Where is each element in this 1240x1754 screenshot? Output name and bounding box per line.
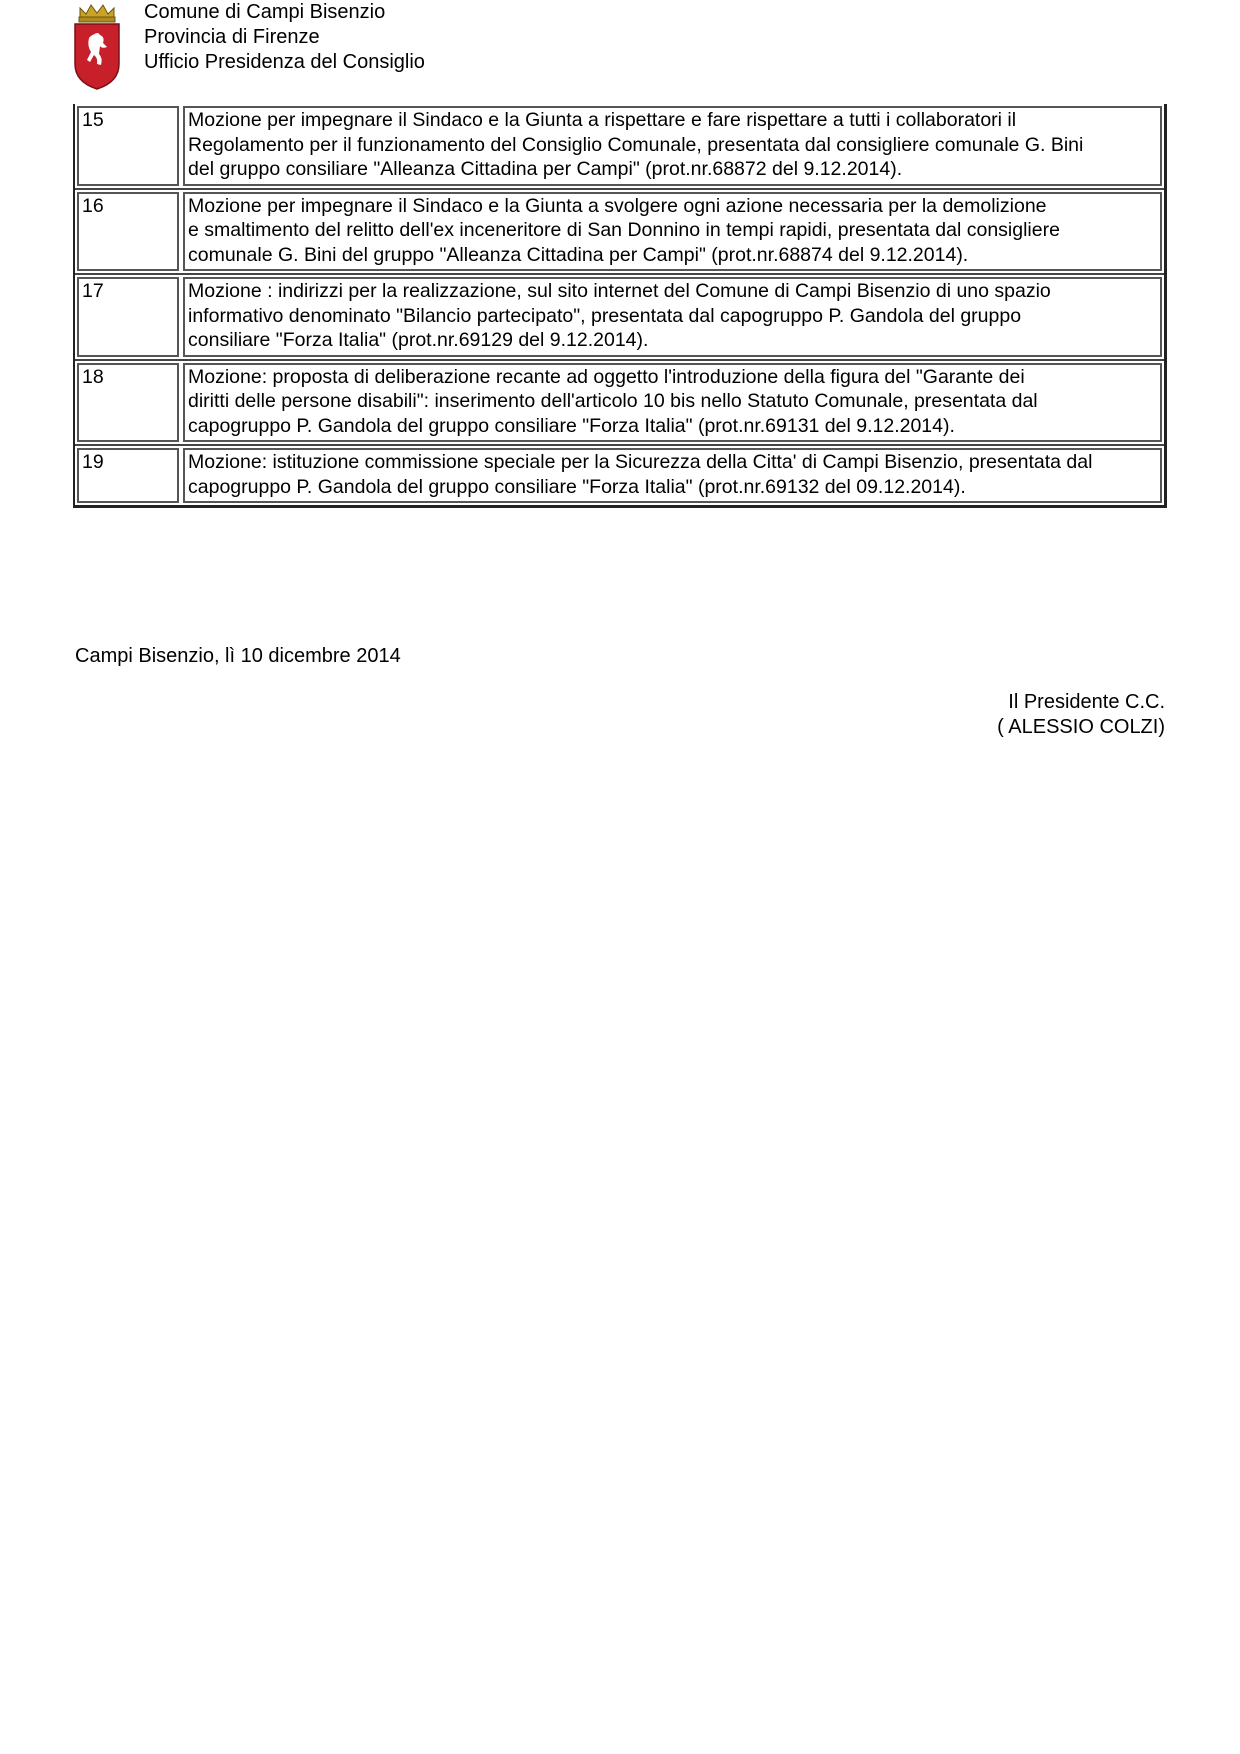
letterhead	[144, 0, 425, 75]
description-line: comunale G. Bini del gruppo "Alleanza Cittadina per Campi" (prot.nr.68874 del 9.12.2014).	[188, 243, 969, 266]
place-and-date: Campi Bisenzio, lì 10 dicembre 2014	[75, 645, 401, 667]
item-number: 16	[77, 192, 179, 272]
description-line: Mozione : indirizzi per la realizzazione, sul sito internet del Comune di Campi Bisenzio di uno spazio	[188, 280, 1051, 302]
signatory-name: ( ALESSIO COLZI)	[997, 716, 1165, 738]
description-line: Mozione: proposta di deliberazione recante ad oggetto l'introduzione della figura del "Garante dei	[188, 365, 1025, 388]
table-row	[75, 275, 1164, 361]
province-name: Provincia di Firenze	[144, 26, 320, 48]
agenda-table	[73, 104, 1167, 508]
table-row	[75, 446, 1164, 505]
item-description	[183, 277, 1162, 357]
municipality-name: Comune di Campi Bisenzio	[144, 1, 386, 23]
crest-icon	[72, 2, 122, 90]
description-line: capogruppo P. Gandola del gruppo consiliare "Forza Italia" (prot.nr.69132 del 09.12.2014).	[188, 475, 966, 498]
item-number: 17	[77, 277, 179, 357]
description-line: Mozione per impegnare il Sindaco e la Giunta a rispettare e fare rispettare a tutti i collaboratori il	[188, 109, 1017, 131]
description-line: capogruppo P. Gandola del gruppo consiliare "Forza Italia" (prot.nr.69131 del 9.12.2014).	[188, 414, 955, 437]
description-line: e smaltimento del relitto dell'ex inceneritore di San Donnino in tempi rapidi, presentata dal consigliere	[188, 219, 1060, 241]
office-name: Ufficio Presidenza del Consiglio	[144, 51, 425, 73]
item-description	[183, 363, 1162, 443]
item-number: 19	[77, 448, 179, 503]
description-line: informativo denominato "Bilancio partecipato", presentata dal capogruppo P. Gandola del gruppo	[188, 304, 1022, 327]
description-line: Mozione per impegnare il Sindaco e la Giunta a svolgere ogni azione necessaria per la demolizione	[188, 194, 1047, 217]
description-line: Regolamento per il funzionamento del Consiglio Comunale, presentata dal consigliere comunale G. Bini	[188, 133, 1084, 156]
description-line: Mozione: istituzione commissione speciale per la Sicurezza della Citta' di Campi Bisenzio, presentata dal	[188, 451, 1093, 473]
item-description	[183, 448, 1162, 503]
item-number: 18	[77, 363, 179, 443]
table-row	[75, 104, 1164, 190]
description-line: del gruppo consiliare "Alleanza Cittadina per Campi" (prot.nr.68872 del 9.12.2014).	[188, 158, 903, 180]
signature-block	[997, 690, 1165, 740]
item-number: 15	[77, 106, 179, 186]
description-line: consiliare "Forza Italia" (prot.nr.69129 del 9.12.2014).	[188, 329, 649, 351]
signatory-title: Il Presidente C.C.	[1008, 691, 1165, 713]
item-description	[183, 106, 1162, 186]
description-line: diritti delle persone disabili": inserimento dell'articolo 10 bis nello Statuto Comunale, presentata dal	[188, 390, 1038, 412]
table-row	[75, 361, 1164, 447]
item-description	[183, 192, 1162, 272]
table-row	[75, 190, 1164, 276]
municipal-crest	[72, 2, 122, 90]
